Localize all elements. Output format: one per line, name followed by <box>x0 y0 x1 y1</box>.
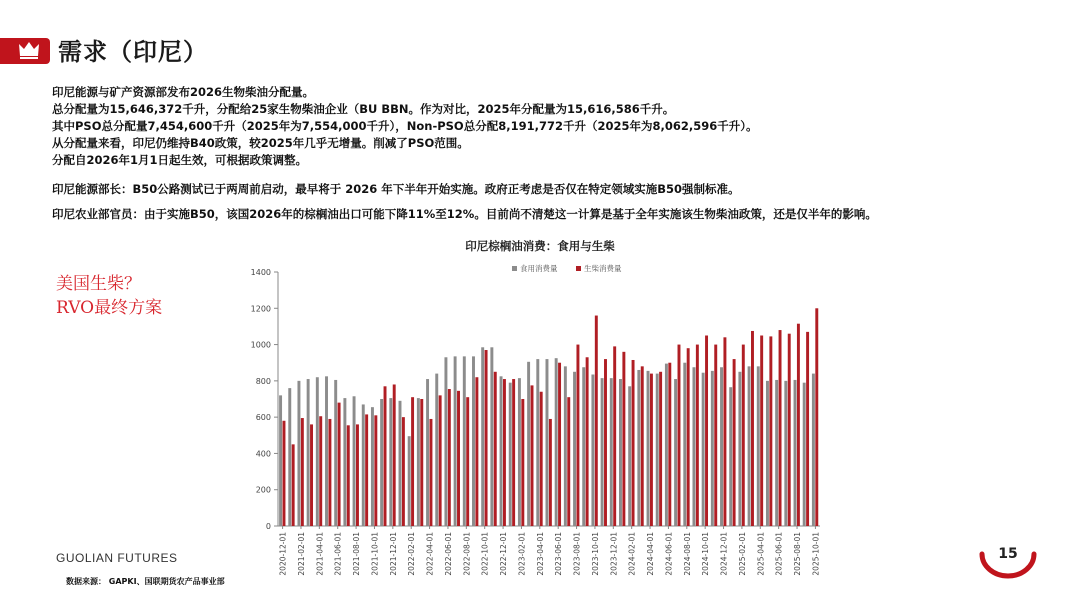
biodiesel-consumption-bar <box>356 424 359 526</box>
biodiesel-consumption-bar <box>586 357 589 526</box>
food-consumption-bar <box>500 376 503 526</box>
biodiesel-consumption-bar <box>650 374 653 526</box>
x-tick-label: 2023-04-01 <box>535 532 545 576</box>
food-consumption-bar <box>637 370 640 526</box>
x-tick-label: 2021-06-01 <box>333 532 343 576</box>
page-title: 需求（印尼） <box>58 38 208 66</box>
biodiesel-consumption-bar <box>319 416 322 526</box>
header-accent-bar <box>0 38 50 64</box>
food-consumption-bar <box>435 374 438 526</box>
x-tick-label: 2024-10-01 <box>701 532 711 576</box>
y-tick-label: 800 <box>255 376 271 386</box>
x-tick-label: 2025-10-01 <box>811 532 821 576</box>
x-tick-label: 2021-12-01 <box>388 532 398 576</box>
biodiesel-consumption-bar <box>310 424 313 526</box>
food-consumption-bar <box>288 388 291 526</box>
food-consumption-bar <box>674 379 677 526</box>
food-consumption-bar <box>343 398 346 526</box>
biodiesel-consumption-bar <box>549 419 552 526</box>
biodiesel-consumption-bar <box>457 391 460 526</box>
x-tick-label: 2025-04-01 <box>756 532 766 576</box>
y-tick-label: 1000 <box>250 340 271 350</box>
x-tick-label: 2021-08-01 <box>352 532 362 576</box>
biodiesel-consumption-bar <box>797 324 800 526</box>
biodiesel-consumption-bar <box>723 337 726 526</box>
food-consumption-bar <box>683 363 686 526</box>
food-consumption-bar <box>399 401 402 526</box>
biodiesel-consumption-bar <box>374 415 377 526</box>
biodiesel-consumption-bar <box>742 345 745 526</box>
food-consumption-bar <box>334 380 337 526</box>
food-consumption-bar <box>555 358 558 526</box>
legend-label-biodiesel: 生柴消费量 <box>584 264 622 273</box>
food-consumption-bar <box>803 383 806 526</box>
x-tick-label: 2024-12-01 <box>719 532 729 576</box>
x-tick-label: 2023-02-01 <box>517 532 527 576</box>
intro-line: 分配自2026年1月1日起生效，可根据政策调整。 <box>52 153 308 167</box>
biodiesel-consumption-bar <box>448 389 451 526</box>
consumption-chart <box>240 262 830 582</box>
food-consumption-bar <box>656 374 659 526</box>
data-source: 数据来源： GAPKI、国联期货农产品事业部 <box>66 577 225 586</box>
food-consumption-bar <box>444 357 447 526</box>
agriculture-official-paragraph: 印尼农业部官员：由于实施B50，该国2026年的棕榈油出口可能下降11%至12%。目前尚不清楚这一计算是基于全年实施该生物柴油政策，还是仅半年的影响。 <box>52 207 877 221</box>
biodiesel-consumption-bar <box>429 419 432 526</box>
biodiesel-consumption-bar <box>769 336 772 526</box>
food-consumption-bar <box>490 347 493 526</box>
logo-brand: GUOLIAN <box>56 551 114 565</box>
food-consumption-bar <box>362 404 365 526</box>
food-consumption-bar <box>582 367 585 526</box>
x-tick-label: 2024-06-01 <box>664 532 674 576</box>
biodiesel-consumption-bar <box>540 392 543 526</box>
x-tick-label: 2024-04-01 <box>646 532 656 576</box>
biodiesel-consumption-bar <box>521 399 524 526</box>
page-number: 15 <box>998 546 1018 562</box>
food-consumption-bar <box>702 373 705 526</box>
food-consumption-bar <box>353 396 356 526</box>
food-consumption-bar <box>509 383 512 526</box>
food-consumption-bar <box>536 359 539 526</box>
food-consumption-bar <box>472 356 475 526</box>
food-consumption-bar <box>601 378 604 526</box>
food-consumption-bar <box>380 399 383 526</box>
biodiesel-consumption-bar <box>365 414 368 526</box>
biodiesel-consumption-bar <box>788 334 791 526</box>
x-tick-label: 2023-06-01 <box>554 532 564 576</box>
biodiesel-consumption-bar <box>393 384 396 526</box>
x-tick-label: 2022-12-01 <box>499 532 509 576</box>
food-consumption-bar <box>463 356 466 526</box>
biodiesel-consumption-bar <box>641 366 644 526</box>
x-tick-label: 2021-04-01 <box>315 532 325 576</box>
food-consumption-bar <box>812 374 815 526</box>
food-consumption-bar <box>481 347 484 526</box>
food-consumption-bar <box>610 378 613 526</box>
food-consumption-bar <box>325 376 328 526</box>
page-number-badge <box>978 534 1038 584</box>
food-consumption-bar <box>738 372 741 526</box>
biodiesel-consumption-bar <box>531 385 534 526</box>
food-consumption-bar <box>619 379 622 526</box>
food-consumption-bar <box>297 381 300 526</box>
biodiesel-consumption-bar <box>815 308 818 526</box>
biodiesel-consumption-bar <box>622 352 625 526</box>
biodiesel-consumption-bar <box>613 346 616 526</box>
logo-rest: FUTURES <box>113 551 178 565</box>
biodiesel-consumption-bar <box>283 421 286 526</box>
biodiesel-consumption-bar <box>301 418 304 526</box>
biodiesel-consumption-bar <box>604 359 607 526</box>
intro-block <box>52 84 757 169</box>
food-consumption-bar <box>628 386 631 526</box>
food-consumption-bar <box>766 381 769 526</box>
side-note-line: 美国生柴？ <box>56 274 141 294</box>
biodiesel-consumption-bar <box>411 397 414 526</box>
food-consumption-bar <box>665 364 668 526</box>
biodiesel-consumption-bar <box>760 336 763 527</box>
x-tick-label: 2022-04-01 <box>425 532 435 576</box>
food-consumption-bar <box>729 387 732 526</box>
food-consumption-bar <box>564 366 567 526</box>
x-tick-label: 2022-02-01 <box>407 532 417 576</box>
biodiesel-consumption-bar <box>402 417 405 526</box>
intro-line: 印尼能源与矿产资源部发布2026生物柴油分配量。 <box>52 85 315 99</box>
biodiesel-consumption-bar <box>779 330 782 526</box>
food-consumption-bar <box>711 371 714 526</box>
x-tick-label: 2022-08-01 <box>462 532 472 576</box>
biodiesel-consumption-bar <box>475 377 478 526</box>
biodiesel-consumption-bar <box>714 345 717 526</box>
biodiesel-consumption-bar <box>687 348 690 526</box>
biodiesel-consumption-bar <box>705 336 708 527</box>
food-consumption-bar <box>720 367 723 526</box>
x-tick-label: 2024-08-01 <box>682 532 692 576</box>
food-consumption-bar <box>794 380 797 526</box>
y-tick-label: 400 <box>255 449 271 459</box>
y-tick-label: 1400 <box>250 268 271 277</box>
food-consumption-bar <box>316 377 319 526</box>
food-consumption-bar <box>408 436 411 526</box>
biodiesel-consumption-bar <box>328 419 331 526</box>
side-note <box>56 272 162 320</box>
biodiesel-consumption-bar <box>466 397 469 526</box>
biodiesel-consumption-bar <box>632 360 635 526</box>
biodiesel-consumption-bar <box>678 345 681 526</box>
x-tick-label: 2025-08-01 <box>793 532 803 576</box>
company-logo <box>56 551 178 565</box>
biodiesel-consumption-bar <box>659 372 662 526</box>
food-consumption-bar <box>454 356 457 526</box>
x-tick-label: 2024-02-01 <box>627 532 637 576</box>
y-tick-label: 600 <box>255 413 271 423</box>
food-consumption-bar <box>775 380 778 526</box>
biodiesel-consumption-bar <box>347 425 350 526</box>
legend-swatch-food <box>512 266 517 271</box>
x-tick-label: 2025-06-01 <box>774 532 784 576</box>
food-consumption-bar <box>692 367 695 526</box>
x-tick-label: 2023-08-01 <box>572 532 582 576</box>
biodiesel-consumption-bar <box>384 386 387 526</box>
biodiesel-consumption-bar <box>439 395 442 526</box>
y-tick-label: 1200 <box>250 304 271 314</box>
x-tick-label: 2021-10-01 <box>370 532 380 576</box>
legend-swatch-biodiesel <box>576 266 581 271</box>
biodiesel-consumption-bar <box>595 316 598 526</box>
biodiesel-consumption-bar <box>558 363 561 526</box>
x-tick-label: 2020-12-01 <box>278 532 288 576</box>
food-consumption-bar <box>757 366 760 526</box>
biodiesel-consumption-bar <box>494 372 497 526</box>
biodiesel-consumption-bar <box>485 350 488 526</box>
biodiesel-consumption-bar <box>751 331 754 526</box>
x-tick-label: 2023-10-01 <box>590 532 600 576</box>
biodiesel-consumption-bar <box>576 345 579 526</box>
side-note-line: RVO最终方案 <box>56 298 163 318</box>
crown-icon <box>18 40 40 60</box>
x-tick-label: 2023-12-01 <box>609 532 619 576</box>
food-consumption-bar <box>527 362 530 526</box>
biodiesel-consumption-bar <box>668 363 671 526</box>
food-consumption-bar <box>417 398 420 526</box>
intro-line: 从分配量来看，印尼仍维持B40政策，较2025年几乎无增量。削减了PSO范围。 <box>52 136 469 150</box>
chart-title: 印尼棕榈油消费：食用与生柴 <box>465 239 615 253</box>
food-consumption-bar <box>546 359 549 526</box>
biodiesel-consumption-bar <box>292 444 295 526</box>
food-consumption-bar <box>647 371 650 526</box>
biodiesel-consumption-bar <box>733 359 736 526</box>
food-consumption-bar <box>426 379 429 526</box>
food-consumption-bar <box>307 379 310 526</box>
food-consumption-bar <box>573 372 576 526</box>
y-tick-label: 0 <box>265 522 271 531</box>
biodiesel-consumption-bar <box>696 345 699 526</box>
energy-minister-paragraph: 印尼能源部长：B50公路测试已于两周前启动，最早将于 2026 年下半年开始实施。政府正考虑是否仅在特定领域实施B50强制标准。 <box>52 182 740 196</box>
food-consumption-bar <box>748 366 751 526</box>
biodiesel-consumption-bar <box>567 397 570 526</box>
x-tick-label: 2022-10-01 <box>480 532 490 576</box>
header <box>0 32 1080 68</box>
x-tick-label: 2025-02-01 <box>737 532 747 576</box>
food-consumption-bar <box>784 381 787 526</box>
food-consumption-bar <box>389 398 392 526</box>
intro-line: 总分配量为15,646,372千升，分配给25家生物柴油企业（BU BBN。作为对比，2025年分配量为15,616,586千升。 <box>52 102 675 116</box>
biodiesel-consumption-bar <box>503 379 506 526</box>
intro-line: 其中PSO总分配量7,454,600千升（2025年为7,554,000千升），Non-PSO总分配8,191,772千升（2025年为8,062,596千升）。 <box>52 119 758 133</box>
x-tick-label: 2021-02-01 <box>296 532 306 576</box>
food-consumption-bar <box>279 395 282 526</box>
x-tick-label: 2022-06-01 <box>443 532 453 576</box>
biodiesel-consumption-bar <box>806 332 809 526</box>
food-consumption-bar <box>591 375 594 526</box>
legend-label-food: 食用消费量 <box>520 264 558 273</box>
biodiesel-consumption-bar <box>338 403 341 526</box>
y-tick-label: 200 <box>255 485 271 495</box>
biodiesel-consumption-bar <box>512 379 515 526</box>
biodiesel-consumption-bar <box>420 399 423 526</box>
food-consumption-bar <box>371 407 374 526</box>
food-consumption-bar <box>518 378 521 526</box>
